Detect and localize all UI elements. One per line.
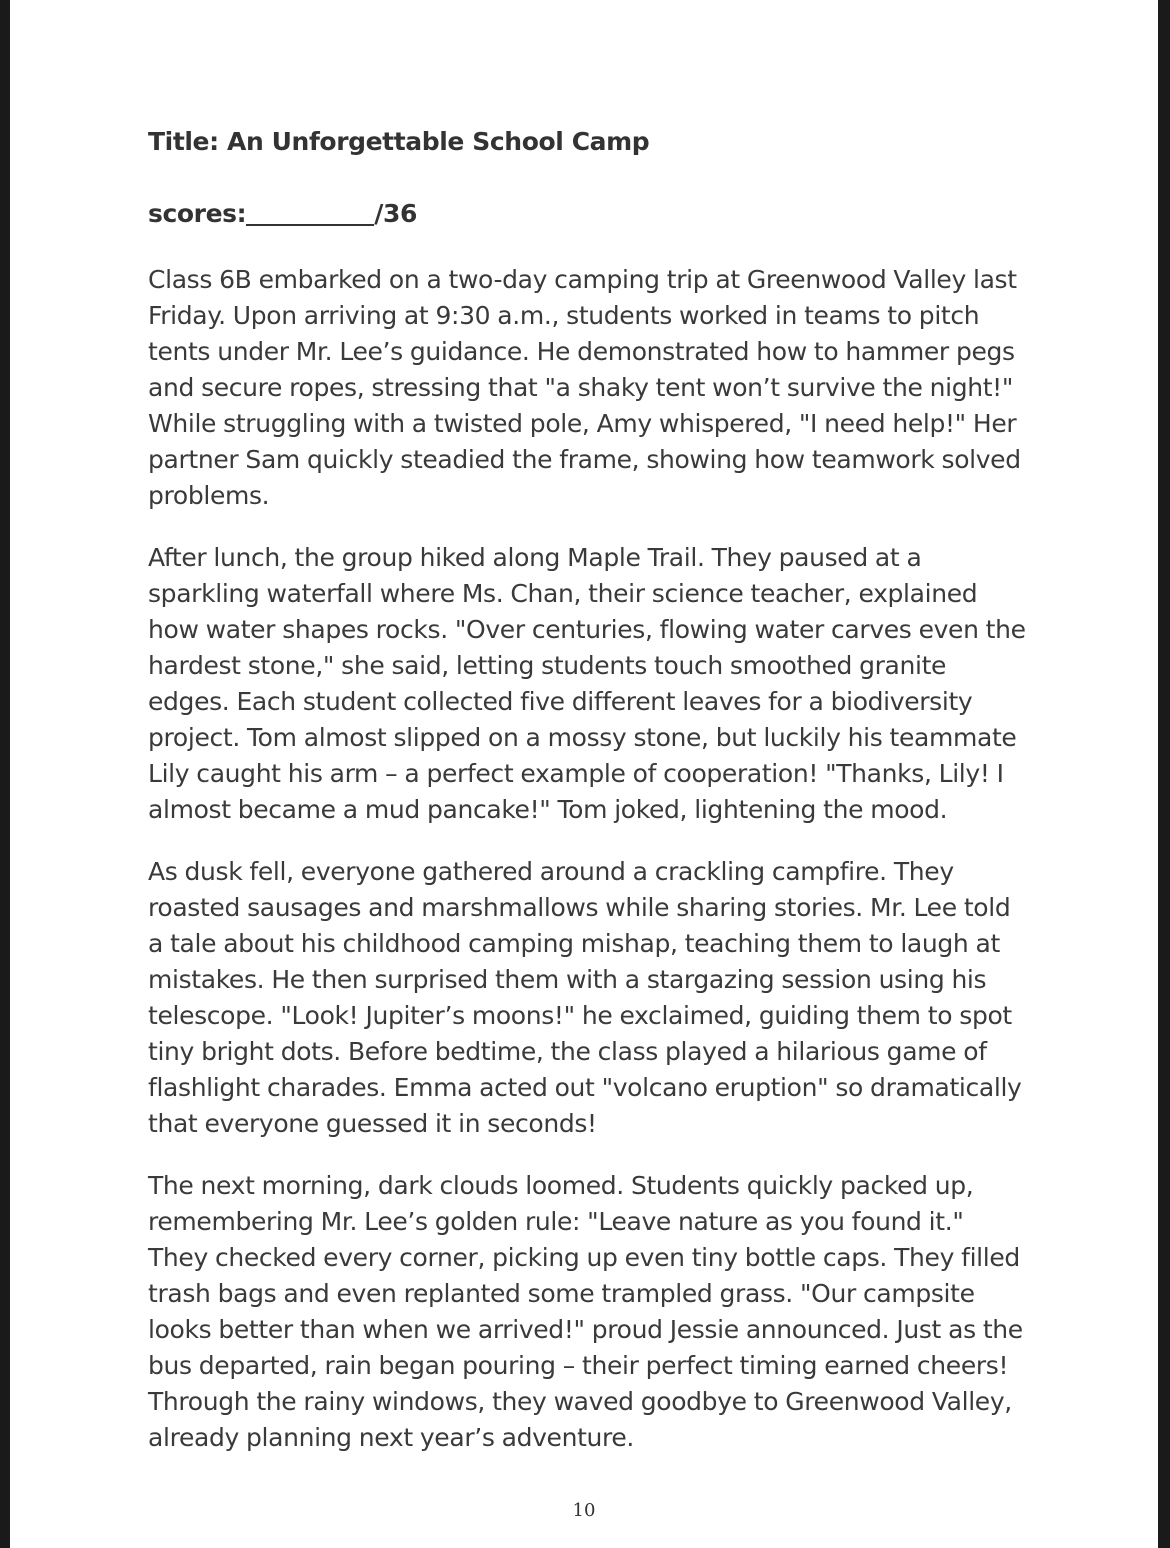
scores-label: scores: [148,199,247,228]
scores-blank [246,204,374,226]
paragraph-3: As dusk fell, everyone gathered around a crackling campfire. They roasted sausages and marshmallows while sharing stories. Mr. Lee told a tale about his childhood camping mishap, teaching them to laugh at mistakes. He then surprised them with a stargazing session using his telescope. "Look! Jupiter’s moons!" he exclaimed, guiding them to spot tiny bright dots. Before bedtime, the class played a hilarious game of flashlight charades. Emma acted out "volcano eruption" so dramatically that everyone guessed it in seconds! [148,857,1022,1138]
paragraph-4: The next morning, dark clouds loomed. Students quickly packed up, remembering Mr. Lee’s golden rule: "Leave nature as you found it." They checked every corner, picking up even tiny bottle caps. They filled trash bags and even replanted some trampled grass. "Our campsite looks better than when we arrived!" proud Jessie announced. Just as the bus departed, rain began pouring – their perfect timing earned cheers! Through the rainy windows, they waved goodbye to Greenwood Valley, already planning next year’s adventure. [148,1171,1023,1452]
scores-line [148,194,1028,234]
scores-total: /36 [374,199,417,228]
document-title: Title: An Unforgettable School Camp [148,127,650,156]
document-content [148,122,1028,1456]
left-edge-border [0,0,10,1548]
document-page [10,0,1158,1548]
right-edge-border [1158,0,1170,1548]
page-number: 10 [572,1500,596,1521]
paragraph-1: Class 6B embarked on a two-day camping trip at Greenwood Valley last Friday. Upon arriving at 9:30 a.m., students worked in teams to pitch tents under Mr. Lee’s guidance. He demonstrated how to hammer pegs and secure ropes, stressing that "a shaky tent won’t survive the night!" While struggling with a twisted pole, Amy whispered, "I need help!" Her partner Sam quickly steadied the frame, showing how teamwork solved problems. [148,265,1021,510]
paragraph-2: After lunch, the group hiked along Maple Trail. They paused at a sparkling waterfall where Ms. Chan, their science teacher, explained how water shapes rocks. "Over centuries, flowing water carves even the hardest stone," she said, letting students touch smoothed granite edges. Each student collected five different leaves for a biodiversity project. Tom almost slipped on a mossy stone, but luckily his teammate Lily caught his arm – a perfect example of cooperation! "Thanks, Lily! I almost became a mud pancake!" Tom joked, lightening the mood. [148,543,1026,824]
